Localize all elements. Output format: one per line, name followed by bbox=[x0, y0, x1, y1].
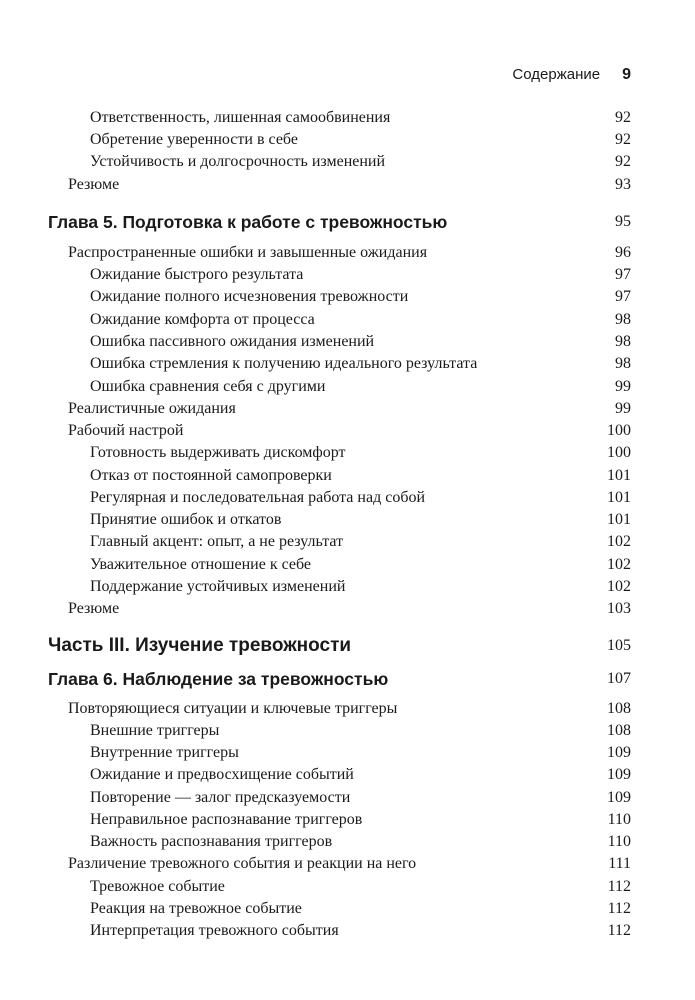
toc-entry-title: Внешние триггеры bbox=[90, 722, 220, 739]
toc-entry-page: 110 bbox=[607, 811, 631, 828]
toc-entry bbox=[0, 331, 695, 353]
toc-entry-page: 112 bbox=[607, 878, 631, 895]
toc-entry bbox=[0, 309, 695, 331]
toc-entry bbox=[0, 353, 695, 375]
toc-entry-page: 98 bbox=[615, 311, 631, 328]
toc-entry bbox=[0, 398, 695, 420]
toc-entry-title: Ответственность, лишенная самообвинения bbox=[90, 109, 391, 126]
toc-entry-title: Рабочий настрой bbox=[68, 422, 184, 439]
toc-entry-page: 100 bbox=[607, 422, 631, 439]
toc-entry-title: Глава 5. Подготовка к работе с тревожностью bbox=[48, 211, 448, 232]
toc-entry-page: 109 bbox=[607, 766, 631, 783]
page-number: 9 bbox=[622, 66, 631, 83]
toc-entry bbox=[0, 242, 695, 264]
toc-entry-page: 112 bbox=[607, 900, 631, 917]
toc-entry-title: Различение тревожного события и реакции на него bbox=[68, 855, 417, 872]
toc-entry bbox=[0, 876, 695, 898]
toc-entry-title: Ожидание и предвосхищение событий bbox=[90, 766, 354, 783]
toc-entry bbox=[0, 554, 695, 576]
toc-entry-title: Готовность выдерживать дискомфорт bbox=[90, 444, 346, 461]
toc-entry-page: 109 bbox=[607, 744, 631, 761]
toc-entry-title: Уважительное отношение к себе bbox=[90, 556, 312, 573]
toc-entry bbox=[0, 107, 695, 129]
toc-entry-title: Ошибка пассивного ожидания изменений bbox=[90, 333, 375, 350]
toc-entry-page: 92 bbox=[615, 153, 631, 170]
toc-entry-page: 108 bbox=[607, 722, 631, 739]
toc-entry-page: 99 bbox=[615, 400, 631, 417]
toc-entry bbox=[0, 742, 695, 764]
toc-entry bbox=[0, 668, 695, 690]
toc-entry-title: Ожидание полного исчезновения тревожности bbox=[90, 288, 409, 305]
toc-entry-page: 109 bbox=[607, 789, 631, 806]
toc-entry bbox=[0, 286, 695, 308]
toc-entry-page: 110 bbox=[607, 833, 631, 850]
toc-entry-page: 102 bbox=[607, 578, 631, 595]
toc-entry-page: 96 bbox=[615, 244, 631, 261]
toc-entry-title: Резюме bbox=[68, 600, 120, 617]
toc-entry-title: Повторяющиеся ситуации и ключевые триггеры bbox=[68, 700, 398, 717]
toc-entry bbox=[0, 442, 695, 464]
toc-entry-page: 105 bbox=[607, 637, 631, 654]
toc-entry bbox=[0, 151, 695, 173]
toc-entry-title: Важность распознавания триггеров bbox=[90, 833, 333, 850]
toc-entry-page: 97 bbox=[615, 266, 631, 283]
toc-entry-title: Главный акцент: опыт, а не результат bbox=[90, 533, 344, 550]
toc-entry-page: 98 bbox=[615, 333, 631, 350]
toc-entry bbox=[0, 898, 695, 920]
toc-entry-page: 102 bbox=[607, 556, 631, 573]
toc-entry-page: 92 bbox=[615, 131, 631, 148]
toc-entry-page: 101 bbox=[607, 511, 631, 528]
toc-entry bbox=[0, 764, 695, 786]
toc-entry bbox=[0, 720, 695, 742]
toc-entry-page: 98 bbox=[615, 355, 631, 372]
toc-entry-page: 99 bbox=[615, 378, 631, 395]
running-head bbox=[512, 66, 631, 84]
toc-entry bbox=[0, 576, 695, 598]
toc-entry-title: Неправильное распознавание триггеров bbox=[90, 811, 363, 828]
toc-entry-title: Ожидание быстрого результата bbox=[90, 266, 304, 283]
toc-entry bbox=[0, 531, 695, 553]
toc-entry-title: Обретение уверенности в себе bbox=[90, 131, 298, 148]
toc-entry-page: 112 bbox=[607, 922, 631, 939]
toc-entry-page: 102 bbox=[607, 533, 631, 550]
toc-entry-title: Внутренние триггеры bbox=[90, 744, 239, 761]
toc-entry-title: Повторение — залог предсказуемости bbox=[90, 789, 351, 806]
toc-entry-title: Интерпретация тревожного события bbox=[90, 922, 339, 939]
toc-entry bbox=[0, 853, 695, 875]
toc-entry bbox=[0, 264, 695, 286]
toc-entry-title: Часть III. Изучение тревожности bbox=[48, 635, 352, 656]
toc-entry bbox=[0, 174, 695, 196]
toc-entry-title: Тревожное событие bbox=[90, 878, 225, 895]
toc-entry-page: 101 bbox=[607, 489, 631, 506]
toc-entry bbox=[0, 465, 695, 487]
toc-entry-title: Регулярная и последовательная работа над собой bbox=[90, 489, 426, 506]
toc-entry bbox=[0, 509, 695, 531]
toc-entry-title: Ошибка стремления к получению идеального результата bbox=[90, 355, 478, 372]
toc-entry-page: 95 bbox=[615, 213, 631, 230]
toc-entry bbox=[0, 420, 695, 442]
toc-entry-page: 100 bbox=[607, 444, 631, 461]
toc-entry bbox=[0, 831, 695, 853]
toc-entry bbox=[0, 211, 695, 233]
toc-entry bbox=[0, 598, 695, 620]
toc-entry-page: 108 bbox=[607, 700, 631, 717]
toc-entry bbox=[0, 487, 695, 509]
toc-entry-title: Отказ от постоянной самопроверки bbox=[90, 467, 332, 484]
toc-entry bbox=[0, 129, 695, 151]
toc-entry-page: 101 bbox=[607, 467, 631, 484]
toc-entry bbox=[0, 787, 695, 809]
toc-entry bbox=[0, 920, 695, 942]
toc-entry-title: Поддержание устойчивых изменений bbox=[90, 578, 346, 595]
toc-entry-page: 107 bbox=[607, 670, 631, 687]
toc-entry-title: Реалистичные ожидания bbox=[68, 400, 236, 417]
toc-entry-title: Принятие ошибок и откатов bbox=[90, 511, 282, 528]
toc-entry-title: Глава 6. Наблюдение за тревожностью bbox=[48, 668, 389, 689]
toc-entry-page: 103 bbox=[607, 600, 631, 617]
toc-entry-title: Реакция на тревожное событие bbox=[90, 900, 302, 917]
toc-entry-page: 92 bbox=[615, 109, 631, 126]
toc-entry bbox=[0, 809, 695, 831]
toc-entry-title: Распространенные ошибки и завышенные ожидания bbox=[68, 244, 428, 261]
toc-entry bbox=[0, 376, 695, 398]
toc-entry-title: Ошибка сравнения себя с другими bbox=[90, 378, 326, 395]
toc-entry bbox=[0, 698, 695, 720]
toc-entry-page: 93 bbox=[615, 176, 631, 193]
running-head-title: Содержание bbox=[512, 66, 601, 83]
toc-entry-page: 111 bbox=[608, 855, 631, 872]
toc-entry-title: Устойчивость и долгосрочность изменений bbox=[90, 153, 386, 170]
toc-entry-page: 97 bbox=[615, 288, 631, 305]
toc-entry-title: Ожидание комфорта от процесса bbox=[90, 311, 315, 328]
toc-entry-title: Резюме bbox=[68, 176, 120, 193]
toc-entry bbox=[0, 635, 695, 657]
